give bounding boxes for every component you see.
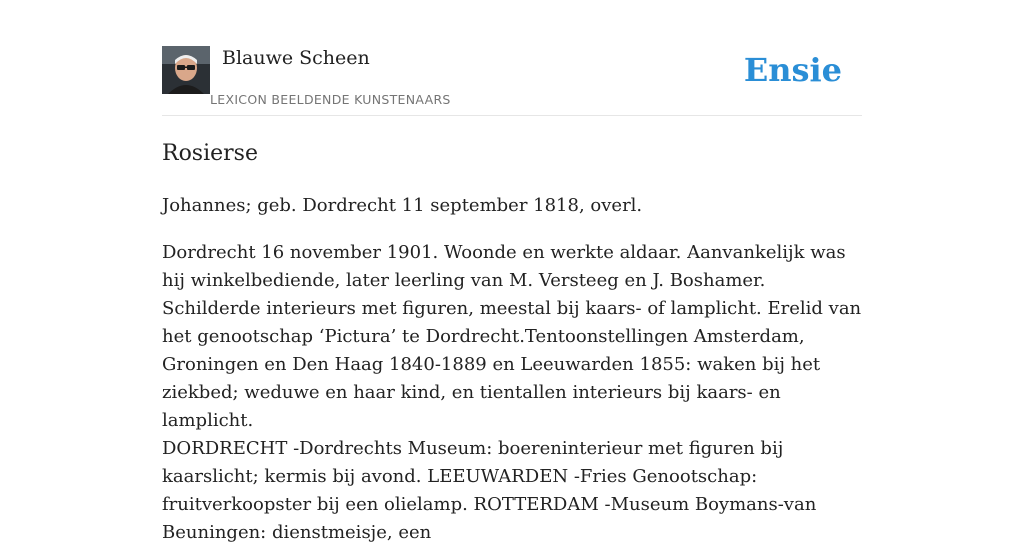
article-paragraph: Dordrecht 16 november 1901. Woonde en werkte aldaar. Aanvankelijk was hij winkelbediende, later leerling van M. Versteeg en J. Boshamer. Schilderde interieurs met figuren, meestal bij kaars- of lamplicht. Erelid van het genootschap ‘Pictura’ te Dordrecht.Tentoonstellingen Amsterdam, Groningen en Den Haag 1840-1889 en Leeuwarden 1855: waken bij het ziekbed; weduwe en haar kind, en tientallen interieurs bij kaars- en lamplicht. [162,242,862,431]
article-paragraph: DORDRECHT -Dordrechts Museum: boereninterieur met figuren bij kaarslicht; kermis bij avond. LEEUWARDEN -Fries Genootschap: fruitverkoopster bij een olielamp. ROTTERDAM -Museum Boymans-van Beuningen: dienstmeisje, een [162,438,817,543]
avatar[interactable] [162,46,210,94]
page-title: Rosierse [162,141,258,166]
article-paragraph: Johannes; geb. Dordrecht 11 september 1818, overl. [162,195,643,216]
header [162,46,862,116]
author-name[interactable]: Blauwe Scheen [222,47,370,69]
brand-logo[interactable]: Ensie [743,51,842,89]
category-label[interactable]: LEXICON BEELDENDE KUNSTENAARS [210,92,451,107]
avatar-image [162,46,210,94]
